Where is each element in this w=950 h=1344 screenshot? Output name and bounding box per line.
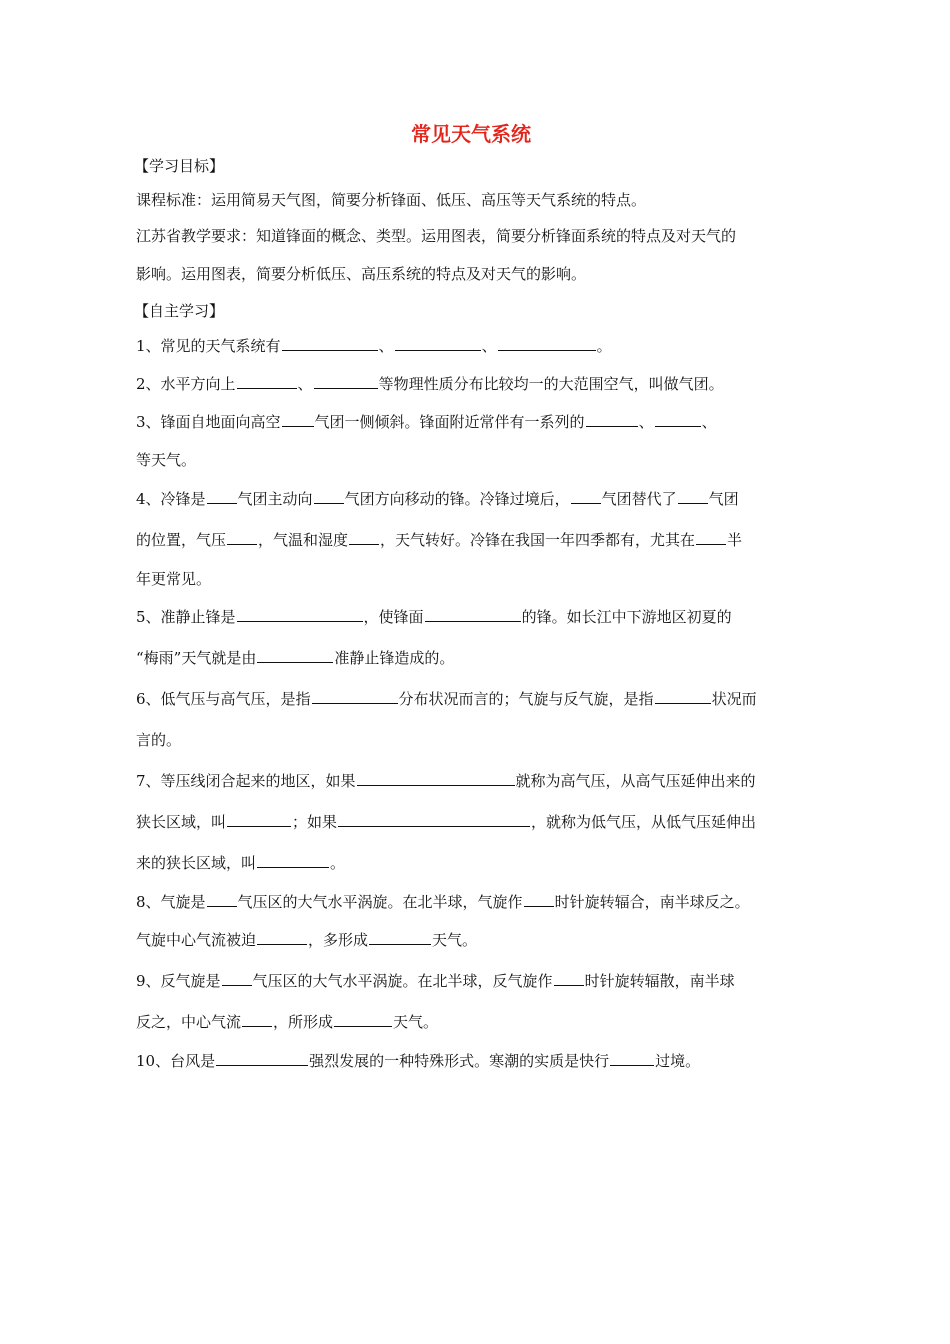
question-text: 气压区的大气水平涡旋。在北半球，反气旋作 — [252, 972, 553, 990]
blank[interactable] — [571, 488, 601, 504]
question-text: 8、气旋是 — [136, 893, 206, 911]
question-text: 言的。 — [136, 731, 182, 749]
question-text: 。 — [596, 337, 612, 355]
blank[interactable] — [314, 373, 378, 389]
question-7-cont — [136, 802, 826, 843]
question-4-cont2 — [136, 561, 826, 597]
blank[interactable] — [586, 411, 638, 427]
question-text: ，气温和湿度 — [258, 531, 349, 549]
blank[interactable] — [257, 852, 329, 868]
blank[interactable] — [242, 1011, 272, 1027]
question-text: “梅雨”天气就是由 — [136, 649, 257, 667]
question-text: 7、等压线闭合起来的地区，如果 — [136, 772, 356, 790]
question-text: 。 — [330, 854, 346, 872]
question-text: 年更常见。 — [136, 570, 212, 588]
question-text: 等物理性质分布比较均一的大范围空气，叫做气团。 — [378, 375, 724, 393]
question-text: 等天气。 — [136, 451, 197, 469]
blank[interactable] — [524, 891, 554, 907]
question-text: ，使锋面 — [363, 608, 424, 626]
question-text: 1、常见的天气系统有 — [136, 337, 281, 355]
worksheet — [136, 118, 826, 1079]
question-9-cont — [136, 1002, 826, 1043]
question-4-cont — [136, 520, 826, 561]
question-text: 强烈发展的一种特殊形式。寒潮的实质是快行 — [309, 1052, 610, 1070]
blank[interactable] — [216, 1050, 308, 1066]
question-text: 时针旋转辐散，南半球 — [584, 972, 735, 990]
question-text: 反之，中心气流 — [136, 1013, 242, 1031]
blank[interactable] — [282, 411, 314, 427]
question-text: 4、冷锋是 — [136, 490, 206, 508]
question-text: 9、反气旋是 — [136, 972, 221, 990]
question-text: ，就称为低气压，从低气压延伸出 — [531, 813, 757, 831]
question-text: 准静止锋造成的。 — [334, 649, 455, 667]
question-text: 气团替代了 — [601, 490, 677, 508]
question-text: 的锋。如长江中下游地区初夏的 — [521, 608, 732, 626]
blank[interactable] — [227, 529, 257, 545]
question-text: 、 — [481, 337, 497, 355]
question-text: 狭长区域，叫 — [136, 813, 227, 831]
page-title: 常见天气系统 — [411, 122, 531, 146]
blank[interactable] — [257, 647, 333, 663]
question-text: 天气。 — [432, 931, 478, 949]
question-text: 、 — [378, 337, 394, 355]
blank[interactable] — [498, 335, 596, 351]
blank[interactable] — [357, 770, 515, 786]
goal-jiangsu-line1: 江苏省教学要求：知道锋面的概念、类型。运用图表，简要分析锋面系统的特点及对天气的 — [136, 227, 737, 245]
question-3-cont — [136, 441, 826, 479]
question-6 — [136, 679, 826, 720]
blank[interactable] — [655, 688, 711, 704]
question-text: 来的狭长区域，叫 — [136, 854, 257, 872]
question-text: 2、水平方向上 — [136, 375, 236, 393]
question-text: 天气。 — [393, 1013, 439, 1031]
question-text: 气旋中心气流被迫 — [136, 931, 257, 949]
question-text: ，天气转好。冷锋在我国一年四季都有，尤其在 — [380, 531, 696, 549]
blank[interactable] — [207, 488, 237, 504]
question-7 — [136, 761, 826, 802]
goal-standard: 课程标准：运用简易天气图，简要分析锋面、低压、高压等天气系统的特点。 — [136, 191, 647, 209]
blank[interactable] — [678, 488, 708, 504]
blank[interactable] — [696, 529, 726, 545]
question-9 — [136, 961, 826, 1002]
question-text: 气团方向移动的锋。冷锋过境后， — [344, 490, 570, 508]
blank[interactable] — [395, 335, 481, 351]
question-text: 状况而 — [711, 690, 757, 708]
question-text: ；如果 — [292, 813, 338, 831]
blank[interactable] — [282, 335, 378, 351]
question-8 — [136, 884, 826, 920]
blank[interactable] — [554, 970, 584, 986]
blank[interactable] — [334, 1011, 392, 1027]
question-text: 分布状况而言的；气旋与反气旋，是指 — [398, 690, 654, 708]
blank[interactable] — [314, 488, 344, 504]
section-heading-self-study: 【自主学习】 — [134, 302, 225, 320]
question-1 — [136, 327, 826, 365]
question-text: 的位置，气压 — [136, 531, 227, 549]
question-text: 气压区的大气水平涡旋。在北半球，气旋作 — [237, 893, 523, 911]
blank[interactable] — [312, 688, 398, 704]
question-8-cont — [136, 920, 826, 961]
question-text: 就称为高气压，从高气压延伸出来的 — [515, 772, 756, 790]
blank[interactable] — [349, 529, 379, 545]
question-text: 、 — [701, 413, 717, 431]
question-10 — [136, 1043, 826, 1079]
question-4 — [136, 479, 826, 520]
blank[interactable] — [655, 411, 701, 427]
blank[interactable] — [610, 1050, 654, 1066]
question-text: 过境。 — [655, 1052, 701, 1070]
blank[interactable] — [222, 970, 252, 986]
question-7-cont2 — [136, 843, 826, 884]
blank[interactable] — [425, 606, 521, 622]
question-text: 3、锋面自地面向高空 — [136, 413, 281, 431]
blank[interactable] — [207, 891, 237, 907]
blank[interactable] — [227, 811, 291, 827]
question-text: 6、低气压与高气压，是指 — [136, 690, 311, 708]
goal-jiangsu-line2: 影响。运用图表，简要分析低压、高压系统的特点及对天气的影响。 — [136, 265, 587, 283]
question-text: 、 — [297, 375, 313, 393]
question-text: 10、台风是 — [136, 1052, 216, 1070]
question-6-cont — [136, 720, 826, 761]
section-heading-goals: 【学习目标】 — [134, 157, 225, 175]
question-text: 气团一侧倾斜。锋面附近常伴有一系列的 — [314, 413, 585, 431]
blank[interactable] — [237, 606, 363, 622]
blank[interactable] — [369, 929, 431, 945]
question-text: 半 — [727, 531, 743, 549]
blank[interactable] — [237, 373, 297, 389]
question-text: 5、准静止锋是 — [136, 608, 236, 626]
question-text: ，所形成 — [273, 1013, 334, 1031]
question-3 — [136, 403, 826, 441]
blank[interactable] — [338, 811, 530, 827]
question-text: 时针旋转辐合，南半球反之。 — [554, 893, 750, 911]
question-text: 气团主动向 — [237, 490, 313, 508]
question-2 — [136, 365, 826, 403]
question-5-cont — [136, 638, 826, 679]
question-text: 气团 — [708, 490, 739, 508]
question-5 — [136, 597, 826, 638]
question-text: ，多形成 — [308, 931, 369, 949]
question-text: 、 — [638, 413, 654, 431]
blank[interactable] — [257, 929, 307, 945]
